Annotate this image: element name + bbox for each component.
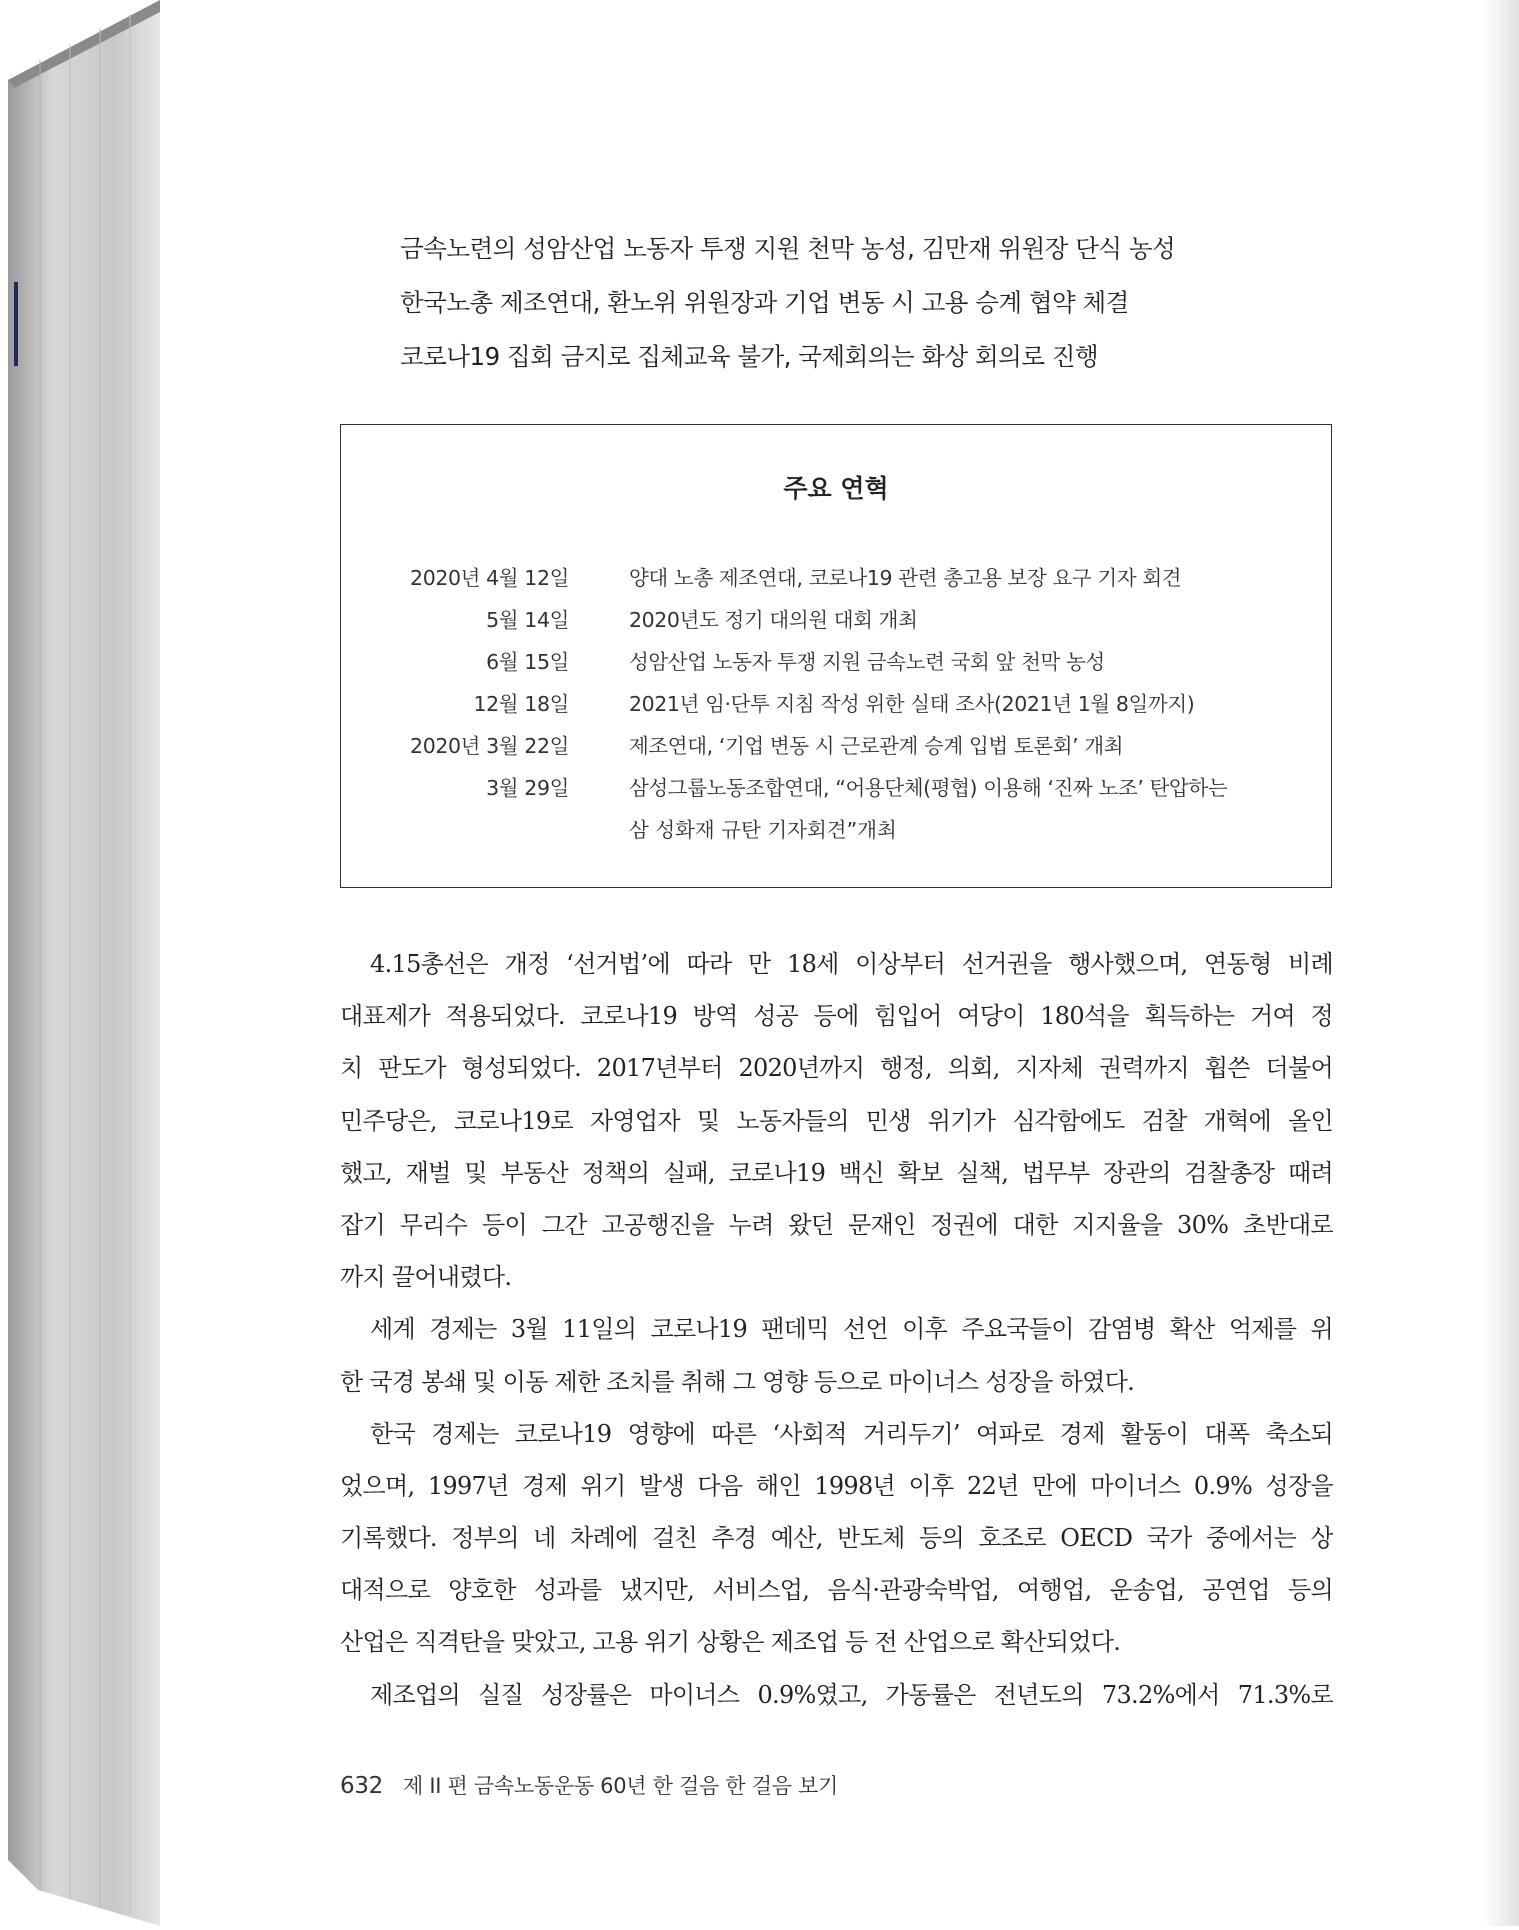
entry-date: 6월 15일 bbox=[486, 650, 569, 674]
body-line: 했고, 재벌 및 부동산 정책의 실패, 코로나19 백신 확보 실책, 법무부 장관의 검찰총장 때려 bbox=[340, 1158, 1333, 1187]
entry-event: 2020년도 정기 대의원 대회 개최 bbox=[629, 608, 918, 632]
chronology-entry bbox=[341, 767, 1331, 809]
body-line: 었으며, 1997년 경제 위기 발생 다음 해인 1998년 이후 22년 만에 마이너스 0.9% 성장을 bbox=[340, 1471, 1333, 1500]
page-shadow bbox=[1483, 0, 1519, 1926]
body-line: 잡기 무리수 등이 그간 고공행진을 누려 왔던 문재인 정권에 대한 지지율을 30% 초반대로 bbox=[340, 1210, 1333, 1239]
chronology-list bbox=[341, 557, 1331, 851]
entry-event: 삼성그룹노동조합연대, “어용단체(평협) 이용해 ‘진짜 노조’ 탄압하는 bbox=[629, 776, 1228, 800]
chronology-entry bbox=[341, 725, 1331, 767]
chronology-entry bbox=[341, 557, 1331, 599]
entry-event: 2021년 임·단투 지침 작성 위한 실태 조사(2021년 1월 8일까지) bbox=[629, 692, 1195, 716]
chronology-entry bbox=[341, 599, 1331, 641]
footer-section-title: 제 II 편 금속노동운동 60년 한 걸음 한 걸음 보기 bbox=[403, 1774, 839, 1798]
entry-date: 12월 18일 bbox=[473, 692, 569, 716]
entry-date: 2020년 4월 12일 bbox=[410, 566, 569, 590]
body-line: 까지 끌어내렸다. bbox=[340, 1263, 512, 1292]
entry-event: 성암산업 노동자 투쟁 지원 금속노련 국회 앞 천막 농성 bbox=[629, 650, 1105, 674]
body-line: 4.15총선은 개정 ‘선거법’에 따라 만 18세 이상부터 선거권을 행사했으며, 연동형 비례 bbox=[370, 950, 1333, 978]
body-line: 대적으로 양호한 성과를 냈지만, 서비스업, 음식·관광숙박업, 여행업, 운송업, 공연업 등의 bbox=[340, 1576, 1333, 1605]
entry-date: 5월 14일 bbox=[486, 608, 569, 632]
summary-line: 한국노총 제조연대, 환노위 위원장과 기업 변동 시 고용 승계 협약 체결 bbox=[400, 288, 1129, 317]
body-line: 한국 경제는 코로나19 영향에 따른 ‘사회적 거리두기’ 여파로 경제 활동이 대폭 축소되 bbox=[370, 1419, 1333, 1448]
book-stack-illustration bbox=[0, 0, 170, 1926]
entry-event-continued: 삼 성화재 규탄 기자회견”개최 bbox=[629, 818, 897, 842]
entry-date: 3월 29일 bbox=[486, 776, 569, 800]
chronology-box bbox=[340, 424, 1332, 888]
summary-line: 금속노련의 성암산업 노동자 투쟁 지원 천막 농성, 김만재 위원장 단식 농성 bbox=[400, 234, 1176, 263]
chapter-summary bbox=[400, 222, 1300, 384]
body-line: 기록했다. 정부의 네 차례에 걸친 추경 예산, 반도체 등의 호조로 OECD 국가 중에서는 상 bbox=[340, 1524, 1333, 1553]
body-line: 한 국경 봉쇄 및 이동 제한 조치를 취해 그 영향 등으로 마이너스 성장을 하였다. bbox=[340, 1367, 1135, 1396]
entry-date: 2020년 3월 22일 bbox=[410, 734, 569, 758]
chronology-continuation bbox=[341, 809, 1331, 851]
body-line: 민주당은, 코로나19로 자영업자 및 노동자들의 민생 위기가 심각함에도 검찰 개혁에 올인 bbox=[340, 1106, 1333, 1135]
body-line: 산업은 직격탄을 맞았고, 고용 위기 상황은 제조업 등 전 산업으로 확산되었다. bbox=[340, 1628, 1121, 1657]
page-footer bbox=[340, 1770, 838, 1800]
chronology-entry bbox=[341, 641, 1331, 683]
entry-event: 양대 노총 제조연대, 코로나19 관련 총고용 보장 요구 기자 회견 bbox=[629, 566, 1182, 590]
entry-event: 제조연대, ‘기업 변동 시 근로관계 승계 입법 토론회’ 개최 bbox=[629, 734, 1124, 758]
summary-line: 코로나19 집회 금지로 집체교육 불가, 국제회의는 화상 회의로 진행 bbox=[400, 342, 1099, 371]
page-number: 632 bbox=[340, 1773, 383, 1799]
body-text bbox=[340, 938, 1333, 1721]
body-line: 치 판도가 형성되었다. 2017년부터 2020년까지 행정, 의회, 지자체 권력까지 휩쓴 더불어 bbox=[340, 1054, 1333, 1083]
chronology-entry bbox=[341, 683, 1331, 725]
body-line: 세계 경제는 3월 11일의 코로나19 팬데믹 선언 이후 주요국들이 감염병 확산 억제를 위 bbox=[370, 1315, 1333, 1344]
book-edge bbox=[0, 0, 170, 1926]
body-line: 대표제가 적용되었다. 코로나19 방역 성공 등에 힘입어 여당이 180석을 획득하는 거여 정 bbox=[340, 1002, 1333, 1031]
body-line: 제조업의 실질 성장률은 마이너스 0.9%였고, 가동률은 전년도의 73.2%에서 71.3%로 bbox=[370, 1680, 1333, 1709]
chronology-title: 주요 연혁 bbox=[783, 474, 889, 503]
